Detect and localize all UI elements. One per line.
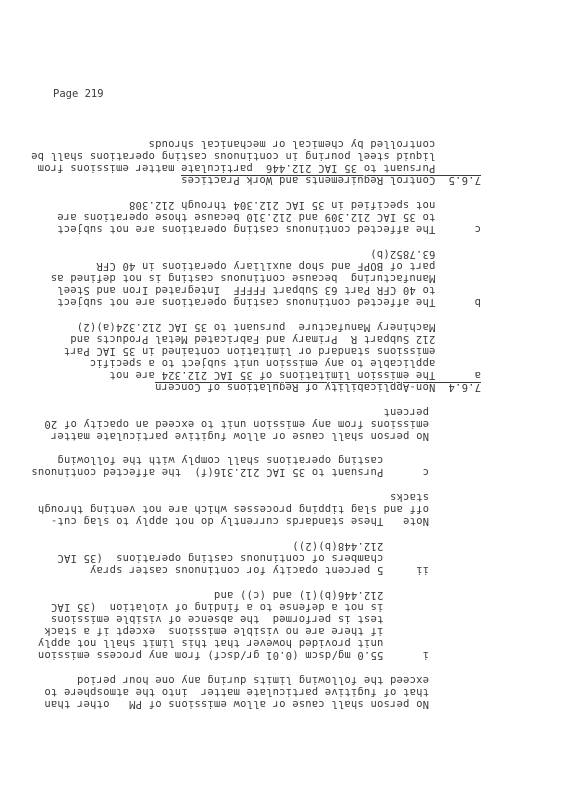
text-line: i 55.0 mg/dscm (0.01 gr/dscf) from any process emission	[37, 649, 429, 661]
text-line: 212.448(b)(2))	[292, 540, 429, 552]
text-line: to 35 IAC 212.309 and 212.310 because those operations are	[57, 211, 481, 223]
text-line: liquid steel pouring in continuous casting operations shall be	[31, 150, 481, 162]
text-line: that of fugitive particulate matter into the atmosphere to	[44, 686, 429, 698]
text-line: not specified in 35 IAC 212.304 through 212.308	[128, 199, 481, 211]
text-line: b The affected continuous casting operations are not subject	[57, 296, 481, 308]
section-heading: 7.6.4 Non-Applicability of Regulations of Concern	[154, 381, 481, 393]
text-line: exceed the following limits during any one hour period	[76, 674, 429, 686]
text-line: is not a defense to a finding of violation (35 IAC	[50, 601, 429, 613]
text-line: stacks	[389, 491, 429, 503]
text-line: c Pursuant to 35 IAC 212.316(f) the affected continuous	[31, 466, 429, 478]
text-line: Manufacturing because continuous casting is not defined as	[50, 272, 481, 284]
text-line: 212 Subpart R Primary and Fabricated Metal Products and	[70, 333, 481, 345]
text-line: Note These standards currently do not apply to slag cut-	[50, 515, 429, 527]
text-line: percent	[383, 406, 429, 418]
page-number: Page 219	[53, 88, 104, 100]
text-line: Pursuant to 35 IAC 212.446 particulate matter emissions from	[37, 162, 481, 174]
text-line: chambers of continuous casting operations (35 IAC	[57, 552, 429, 564]
text-line: emissions standard or limitation contained in 35 IAC Part	[63, 345, 481, 357]
text-line: ii 5 percent opacity for continuous caster spray	[89, 564, 429, 576]
text-line: emissions from any emission unit to exceed an opacity of 20	[44, 418, 429, 430]
text-line: applicable to any emission unit subject to a specific	[89, 357, 481, 369]
text-line: controlled by chemical or mechanical shrouds	[148, 138, 481, 150]
text-line: if there are no visible emissions except if a stack	[44, 625, 429, 637]
text-line: off and slag tipping processes which are not venting through	[37, 503, 429, 515]
text-line: part of BOPF and shop auxiliary operations in 40 CFR	[96, 260, 481, 272]
text-line: unit provided however that this limit shall not apply	[37, 637, 429, 649]
text-line: test is performed the absence of visible emissions	[50, 613, 429, 625]
section-heading: 7.6.5 Control Requirements and Work Practices	[181, 174, 481, 186]
text-line: 63.7852(b)	[370, 248, 481, 260]
text-line: 212.446(b)(1) and (c)) and	[213, 589, 429, 601]
text-line: casting operations shall comply with the following	[57, 454, 429, 466]
text-line: No person shall cause or allow fugitive particulate matter	[50, 430, 429, 442]
text-line: a The emission limitations of 35 IAC 212.324 are not	[109, 369, 481, 381]
text-line: c The affected continuous casting operations are not subject	[57, 223, 481, 235]
text-line: to 40 CFR Part 63 Subpart FFFFF Integrated Iron and Steel	[57, 284, 481, 296]
text-line: Machinery Manufacture pursuant to 35 IAC 212.324(a)(2)	[76, 321, 481, 333]
text-line: No person shall cause or allow emissions of PM other than	[44, 698, 429, 710]
